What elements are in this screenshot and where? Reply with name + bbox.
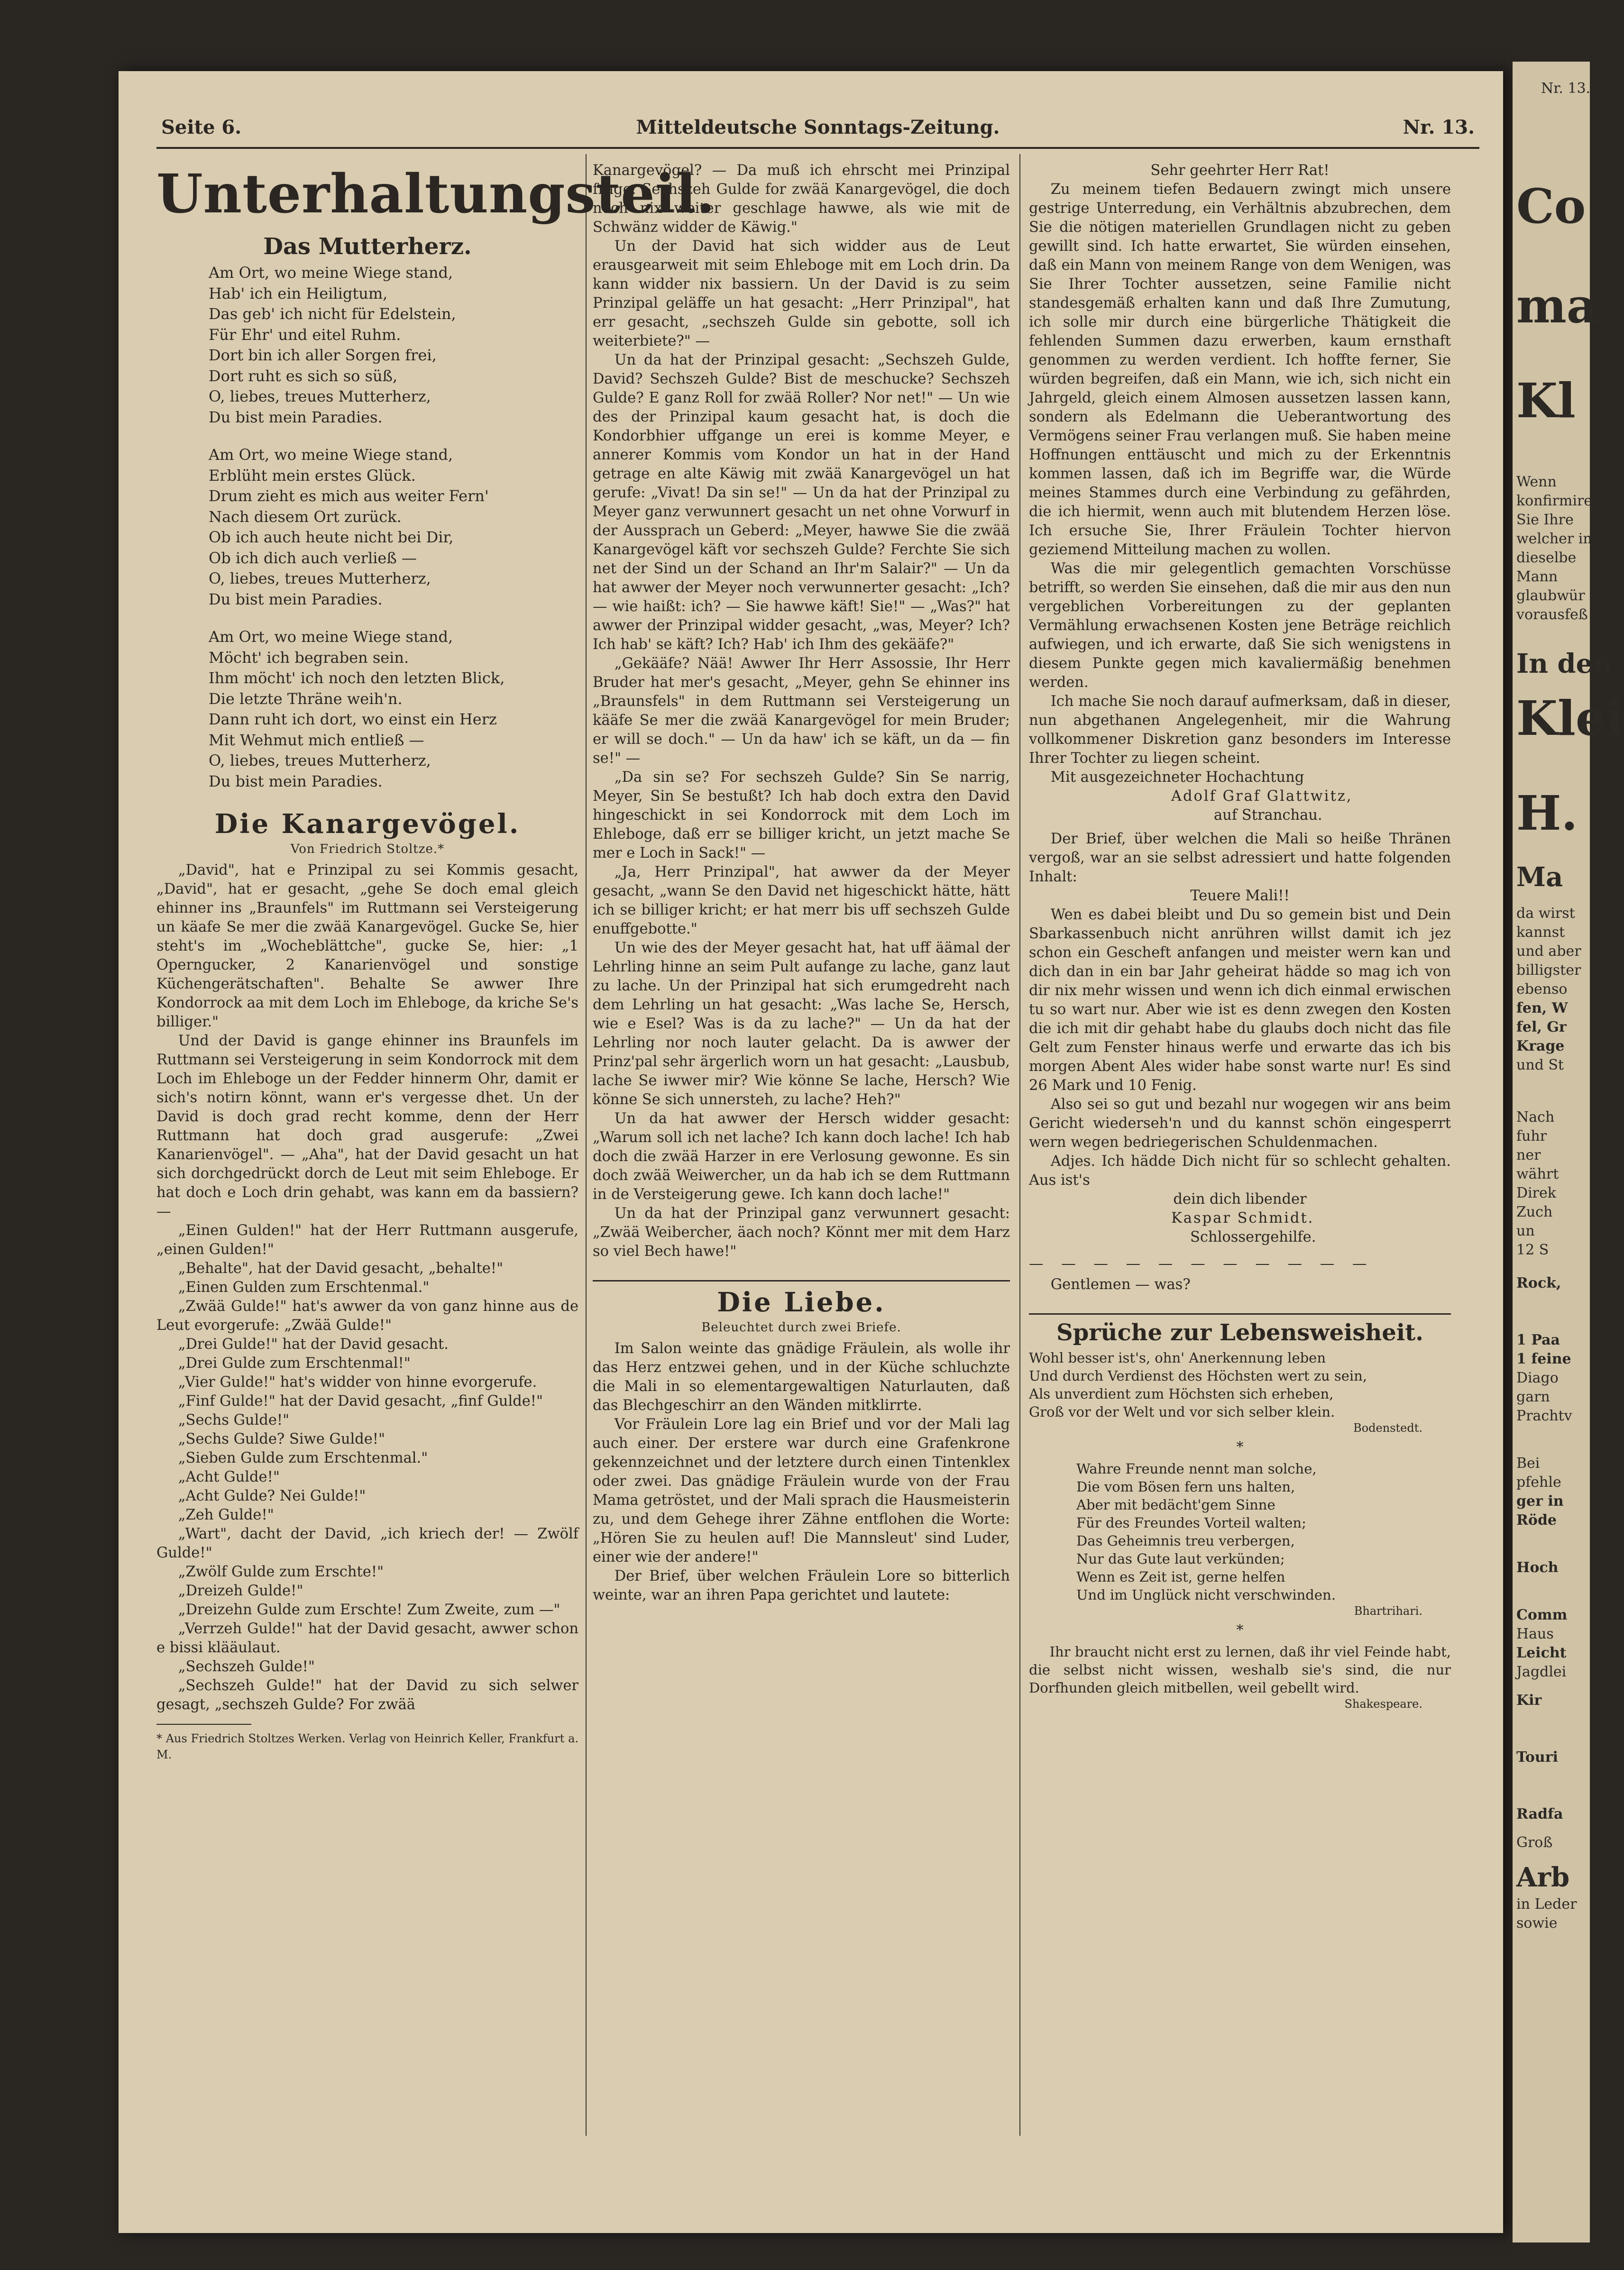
paragraph: „Zeh Gulde!" [178,1507,274,1523]
story-coda: Gentlemen — was? [1050,1276,1191,1293]
facing-text: sowie [1516,1915,1558,1931]
facing-text: Sie Ihre [1516,512,1574,528]
column-divider-2 [1019,154,1020,2136]
letter-role: Schlossergehilfe. [1190,1229,1316,1245]
verse-line: Die vom Bösen fern uns halten, [1076,1479,1295,1495]
facing-text: 1 feine [1516,1351,1571,1367]
poem [209,263,578,792]
facing-text: kannst [1516,924,1565,941]
poem-line: Ihm möcht' ich noch den letzten Blick, [209,669,505,687]
paragraph: „Sechs Gulde? Siwe Gulde!" [178,1431,385,1447]
facing-text: und aber [1516,943,1581,960]
star-separator: * [1236,1622,1244,1638]
verse-line: Und durch Verdienst des Höchsten wert zu sein, [1029,1368,1367,1384]
paragraph: „Drei Gulde!" hat der David gesacht. [178,1336,449,1353]
poem-line: Du bist mein Paradies. [209,408,383,426]
letter-salutation: Teuere Mali!! [1190,888,1290,904]
poem-line: Du bist mein Paradies. [209,772,383,790]
paragraph: „Finf Gulde!" hat der David gesacht, „finf Gulde!" [178,1393,543,1410]
letter-closing: Mit ausgezeichneter Hochachtung [1050,769,1304,786]
verse-line: Aber mit bedächt'gem Sinne [1076,1497,1275,1513]
facing-text: Mann [1516,568,1558,585]
paragraph: „Acht Gulde!" [178,1469,280,1485]
star-separator: * [1236,1439,1244,1455]
facing-text: Kir [1516,1692,1542,1709]
paragraph: Der Brief, über welchen die Mali so heiße Thränen vergoß, war an sie selbst adressiert und hatte folgenden Inhalt: [1029,831,1451,885]
poem-line: O, liebes, treues Mutterherz, [209,569,431,587]
section-rule [1029,1313,1451,1315]
facing-text: ma [1516,278,1597,334]
dash-separator: — — — — — — — — — — — [1029,1255,1374,1272]
paragraph: Was die mir gelegentlich gemachten Vorschüsse betrifft, so werden Sie einsehen, daß die mir aus den nun vergeblichen Vorbereitungen zu der geplanten Vermählung erwachsenen Kosten jene Beträge reichlich aufwiegen, und ich erwarte, daß Sie sich wenigstens in diesem Punkte gegen mich kavaliermäßig benehmen werden. [1029,560,1451,691]
paragraph: „Acht Gulde? Nei Gulde!" [178,1488,366,1504]
story-title: Die Liebe. [717,1287,886,1318]
letter-closing: dein dich libender [1173,1191,1307,1208]
facing-text: Co [1516,178,1586,234]
facing-text: Jagdlei [1516,1664,1567,1680]
poem-title: Das Mutterherz. [263,233,472,260]
verse-line: Wohl besser ist's, ohn' Anerkennung leben [1029,1350,1326,1366]
facing-text: billigster [1516,962,1581,979]
verse-line: Für des Freundes Vorteil walten; [1076,1515,1306,1531]
facing-text: H. [1516,785,1578,841]
verse-line: Wahre Freunde nennt man solche, [1076,1461,1317,1477]
poem-line: Hab' ich ein Heiligtum, [209,284,388,302]
poem-line: Du bist mein Paradies. [209,590,383,608]
paragraph: Wen es dabei bleibt und Du so gemein bist und Dein Sbarkassenbuch nicht anrühren willst damit ich jez schon ein Gescheft anfangen und meister wern kan und dich dan in ein bar Jahr geheirat hädde so mag ich von dir nix mehr wissen und wenn ich dich einmal erwischen tu so wart nur. Aber wie ist es denn zwegen den Kosten die ich mit dir gehabt habe du glaubs doch nicht das file Gelt zum Fenster hinaus werfe und erwarte das ich bis morgen Abent Ales wider habe sonst warte nur! Es sind 26 Mark und 10 Fenig. [1029,906,1451,1094]
facing-text: ebenso [1516,981,1568,998]
verse-line: Und im Unglück nicht verschwinden. [1076,1587,1336,1603]
facing-text: Ma [1516,861,1563,893]
column-divider-1 [586,154,587,2136]
newspaper-page [119,71,1503,2233]
paragraph: Adjes. Ich hädde Dich nicht für so schlecht gehalten. Aus ist's [1029,1153,1451,1189]
paragraph: „Da sin se? For sechszeh Gulde? Sin Se narrig, Meyer, Sin Se bestußt? Ich hab doch extra den David hingeschickt in sei Kondorrock mit dem Loch im Ehleboge, daß err se billiger kricht, un jetzt mache Se mer e Loch in Sack!" — [593,769,1010,861]
paragraph: Ihr braucht nicht erst zu lernen, daß ihr viel Feinde habt, die selbst nicht wissen, weshalb sie's sind, die nur Dorfhunden gleich mitbellen, weil gebellt wird. [1029,1644,1451,1696]
facing-text: pfehle [1516,1474,1561,1491]
poem-line: Mit Wehmut mich entließ — [209,731,424,749]
paragraph: Un wie des der Meyer gesacht hat, hat uff äämal der Lehrling hinne an seim Pult aufange zu lache, ganz laut zu lache. Un der Prinzipal hat sich erumgedreht nach dem Lehrling un hat gesacht: „Was lache Se, Hersch, wie e Esel? Was is da zu lache?" — Un da hat der Lehrling nor noch lauter gelacht. Da is awwer der Prinz'pal sehr ärgerlich worn un hat gesacht: „Lausbub, lache Se iwwer mir? Wie könne Se lache, Hersch? Wie könne Se sich unnersteh, zu lache? Heh?" [593,940,1010,1108]
poem-line: O, liebes, treues Mutterherz, [209,387,431,405]
page-header [161,116,1475,149]
facing-text: Touri [1516,1749,1558,1766]
poem-line: Am Ort, wo meine Wiege stand, [209,446,453,464]
facing-text: vorausfeß [1516,606,1588,623]
letter-signature: Kaspar Schmidt. [1171,1210,1314,1227]
letter-place: auf Stranchau. [1214,807,1322,824]
facing-text: Nr. 13. [1541,80,1591,97]
facing-text: Direk [1516,1185,1556,1201]
facing-text: Rock, [1516,1275,1561,1291]
paragraph: Un da hat awwer der Hersch widder gesacht: „Warum soll ich net lache? Ich kann doch lache! Ich hab doch die zwää Harzer in ere Verlosung gewonne. Es sin doch zwää Weiwercher, un da hab ich se dem Ruttmann in de Versteigerung gewe. Ich kann doch lache!" [593,1110,1010,1203]
paragraph: „Behalte", hat der David gesacht, „behalte!" [178,1260,504,1277]
paragraph: Vor Fräulein Lore lag ein Brief und vor der Mali lag auch einer. Der erstere war durch eine Grafenkrone gekennzeichnet und der letztere durch einen Tintenklex oder zwei. Das gnädige Fräulein wurde von der Frau Mama getröstet, und der Mali sprach die Hausmeisterin zu, und dem Gehege ihrer Zähne entflohen die Worte: „Hören Sie zu heulen auf! Die Mannsleut' sind Luder, einer wie der andere!" [593,1416,1010,1565]
paragraph: Ich mache Sie noch darauf aufmerksam, daß in dieser, nun abgethanen Angelegenheit, mir die Wahrung vollkommener Diskretion ganz besonders im Interesse Ihrer Tochter zu liegen scheint. [1029,693,1451,767]
paragraph: „Drei Gulde zum Erschtenmal!" [178,1355,411,1372]
poem-stanza [209,445,578,610]
paragraph: „Einen Gulden!" hat der Herr Ruttmann ausgerufe, „einen Gulden!" [156,1222,578,1258]
facing-text: konfirmire [1516,493,1593,509]
column-2 [593,161,1010,2171]
facing-text: Haus [1516,1626,1554,1642]
letter-signature: Adolf Graf Glattwitz, [1171,788,1353,805]
poem-line: Erblüht mein erstes Glück. [209,466,416,485]
facing-text: Prachtv [1516,1408,1572,1424]
paragraph: Im Salon weinte das gnädige Fräulein, als wolle ihr das Herz entzwei gehen, und in der Küche schluchzte die Mali in so elementargewaltigen Naturlauten, daß das Blechgeschirr an den Wänden mitklirrte. [593,1340,1010,1414]
sprueche-title: Sprüche zur Lebensweisheit. [1056,1319,1423,1346]
poem-stanza [209,627,578,792]
story-byline: Beleuchtet durch zwei Briefe. [701,1320,901,1335]
facing-page-fragment [1513,62,1624,2243]
facing-text: Comm [1516,1607,1568,1623]
poem-line: O, liebes, treues Mutterherz, [209,751,431,769]
issue-number: Nr. 13. [1403,116,1475,138]
poem-line: Nach diesem Ort zurück. [209,507,402,526]
paragraph: Also sei so gut und bezahl nur wogegen wir ans beim Gericht wiederseh'n und du kannst schön eingesperrt wern wegen bedriegerischen Schuldenmachen. [1029,1096,1451,1151]
facing-text: und St [1516,1057,1564,1073]
paragraph: „David", hat e Prinzipal zu sei Kommis gesacht, „David", hat er gesacht, „gehe Se doch emal gleich ehinner ins „Braunfels" im Ruttmann sei Versteigerung un käafe Se mer die zwää Kanargevögel. Gucke Se, hier steht's im „Wocheblättche", gucke Se, hier: „1 Operngucker, 2 Kanarienvögel und sonstige Küchengerätschaften". Behalte Se awwer Ihre Kondorrock aa mit dem Loch im Ehleboge, da kriche Se's billiger." [156,862,578,1030]
verse-line: Wenn es Zeit ist, gerne helfen [1076,1569,1285,1585]
footnote-rule [156,1724,251,1725]
facing-text: In den [1516,648,1612,679]
paragraph: „Ja, Herr Prinzipal", hat awwer da der Meyer gesacht, „wann Se den David net higeschickt hätte, hätt ich se billiger kricht; er hat merr bis uff sechszeh Gulde enuffgebotte." [593,864,1010,937]
facing-text: 12 S [1516,1242,1549,1258]
poem-line: Dann ruht ich dort, wo einst ein Herz [209,710,497,728]
poem-line: Ob ich auch heute nicht bei Dir, [209,528,454,546]
facing-text: Groß [1516,1834,1553,1851]
poem-line: Dort ruht es sich so süß, [209,366,398,385]
masthead: Mitteldeutsche Sonntags-Zeitung. [636,116,1000,138]
paragraph: „Sechszeh Gulde!" [178,1658,315,1675]
paragraph: „Zwää Gulde!" hat's awwer da von ganz hinne aus de Leut evorgerufe: „Zwää Gulde!" [156,1298,578,1334]
sprueche-block [1029,1349,1451,1711]
poem-line: Am Ort, wo meine Wiege stand, [209,264,453,282]
facing-text: Leicht [1516,1645,1567,1661]
verse-line: Das Geheimnis treu verbergen, [1076,1533,1295,1549]
verse-line: Nur das Gute laut verkünden; [1076,1551,1285,1567]
facing-text: Kl [1516,373,1576,429]
facing-text: ger in [1516,1493,1564,1510]
facing-text: fuhr [1516,1128,1547,1144]
facing-text: garn [1516,1389,1550,1405]
paragraph: Der Brief, über welchen Fräulein Lore so bitterlich weinte, war an ihren Papa gerichtet und lautete: [593,1568,1010,1603]
facing-text: Zuch [1516,1204,1553,1220]
facing-text: dieselbe [1516,549,1577,566]
poem-line: Das geb' ich nicht für Edelstein, [209,305,456,323]
paragraph: „Gekääfe? Nää! Awwer Ihr Herr Assossie, Ihr Herr Bruder hat mer's gesacht, „Meyer, gehn Se ehinner ins „Braunsfels" in dem Ruttmann sei Versteigerung un kääfe Se mer die zwää Kanargevögel for mein Bruder; er will se doch." — Un da haw' ich se käft, un da — fin se!" — [593,655,1010,767]
poem-line: Möcht' ich begraben sein. [209,648,409,667]
facing-text: Hoch [1516,1559,1559,1576]
paragraph: „Dreizehn Gulde zum Erschte! Zum Zweite, zum —" [178,1602,560,1618]
quote-author: Shakespeare. [1344,1697,1422,1711]
header-rule [156,147,1479,149]
page-number: Seite 6. [161,116,242,138]
facing-text: Diago [1516,1370,1559,1386]
facing-text: Arb [1516,1862,1570,1893]
paragraph: Un der David hat sich widder aus de Leut erausgearweit mit seim Ehleboge mit em Loch drin. Da kann widder nix bassiern. Un der David is zu seim Prinzipal geläffe un hat gesacht: „Herr Prinzipal", hat err gesacht, „sechszeh Gulde sin gebotte, soll ich weiterbiete?" — [593,238,1010,349]
facing-text: Radfa [1516,1806,1563,1822]
paragraph: Kanargevögel? — Da muß ich ehrscht mei Prinzipal frage. Sechszeh Gulde for zwää Kanargevögel, die doch noch nix weiter geschlage hawwe, als wie mit de Schwänz widder de Käwig." [593,162,1010,236]
facing-text: ner [1516,1147,1541,1163]
letter-salutation: Sehr geehrter Herr Rat! [1150,162,1330,179]
facing-text: fen, W [1516,1000,1568,1016]
paragraph: Un da hat der Prinzipal gesacht: „Sechszeh Gulde, David? Sechszeh Gulde? Bist de meschucke? Sechszeh Gulde? E ganz Roll for zwää Roller? Nor net!" — Un wie des der Prinzipal kaum gesacht hat, is doch die Kondorbhier uffgange un erei is komme Meyer, e annerer Kommis vom Kondor un hat in der Hand getrage en alte Käwig mit zwää Kanargevögel un hat gerufe: „Vivat! Da sin se!" — Un da hat der Prinzipal zu Meyer ganz verwunnert gesacht un net ohne Vorwurf in der Aussprach un Geberd: „Meyer, hawwe Sie die zwää Kanargevögel käft vor sechszeh Gulde? Ferchte Sie sich net der Sind un der Schand an Ihr'm Salair?" — Un da hat awwer der Meyer noch verwunnerter gesacht: „Ich? — wie haißt: ich? — Sie hawwe käft! Sie!" — „Was?" hat awwer der Prinzipal widder gesacht, „was, Meyer? Ich? Ich hab' se käft? Ich? Hab' ich Ihm des gekääfe?" [593,352,1010,653]
story-title: Die Kanargevögel. [214,808,521,840]
paragraph: „Einen Gulden zum Erschtenmal." [178,1279,430,1296]
paragraph: „Zwölf Gulde zum Erschte!" [178,1564,384,1580]
facing-text: Klei [1516,690,1624,746]
paragraph: Zu meinem tiefen Bedauern zwingt mich unsere gestrige Unterredung, ein Verhältnis abzubrechen, dem Sie die nötigen materiellen Grundlagen nicht zu geben gewillt sind. Ich hatte erwartet, Sie würden einsehen, daß ein Mann von meinem Range von dem Wenigen, was Sie Ihrer Tochter aussetzen, seine Familie nicht standesgemäß erhalten kann und daß Ihre Zumutung, ich solle mir durch eine bürgerliche Thätigkeit die fehlenden Summen dazu erwerben, kaum ernsthaft genommen zu werden verdient. Ich hoffte ferner, Sie würden begreifen, daß ein Mann, wie ich, sich nicht ein Jahrgeld, gleich einem Almosen aussetzen lassen kann, sondern als Edelmann die Ueberantwortung des Vermögens seiner Frau verlangen muß. Sie haben meine Hoffnungen enttäuscht und mich zu der Erkenntnis kommen lassen, daß ich im Begriffe war, die Würde meines Stammes durch eine Verbindung zu gefährden, die ich hiermit, wenn auch mit blutendem Herzen löse. Ich ersuche Sie, Ihrer Fräulein Tochter hiervon geziemend Mitteilung machen zu wollen. [1029,181,1451,558]
paragraph: Und der David is gange ehinner ins Braunfels im Ruttmann sei Versteigerung in seim Kondorrock mit dem Loch im Ehleboge un der Fedder hinnerm Ohr, damit er sich's notirn könnt, wann er's vergesse dhet. Un der David is doch grad recht komme, denn der Herr Ruttmann hat doch grad ausgerufe: „Zwei Kanarienvögel". — „Aha", hat der David gesacht un hat sich dorchgedrückt dorch de Leut mit seim Ehleboge. Er hat doch e Loch drin gehabt, was kann em da bassiern? — [156,1033,578,1220]
poem-stanza [209,263,578,428]
paragraph: „Sechszeh Gulde!" hat der David zu sich selwer gesagt, „sechszeh Gulde? For zwää [156,1677,578,1713]
facing-text: währt [1516,1166,1559,1182]
facing-text: Nach [1516,1109,1555,1126]
footnote: * Aus Friedrich Stoltzes Werken. Verlag von Heinrich Keller, Frankfurt a. M. [156,1732,578,1761]
facing-text: fel, Gr [1516,1019,1567,1035]
facing-text: glaubwür [1516,587,1585,604]
paragraph: „Dreizeh Gulde!" [178,1583,303,1599]
facing-text: Krage [1516,1038,1565,1054]
facing-text: Wenn [1516,474,1557,490]
poem-line: Für Ehr' und eitel Ruhm. [209,325,401,344]
paragraph: „Verrzeh Gulde!" hat der David gesacht, awwer schon e bissi klääulaut. [156,1620,578,1656]
poem-line: Dort bin ich aller Sorgen frei, [209,346,437,364]
poem-line: Drum zieht es mich aus weiter Fern' [209,487,489,505]
section-title: Unterhaltungsteil. [156,163,716,225]
facing-text: 1 Paa [1516,1332,1560,1348]
facing-text: welcher in [1516,531,1592,547]
facing-text: Röde [1516,1512,1557,1529]
poem-line: Die letzte Thräne weih'n. [209,689,403,708]
quote-author: Bodenstedt. [1353,1421,1422,1435]
verse-line: Groß vor der Welt und vor sich selber klein. [1029,1404,1335,1420]
paragraph: Un da hat der Prinzipal ganz verwunnert gesacht: „Zwää Weibercher, äach noch? Könnt mer mit dem Harz so viel Bech hawe!" [593,1205,1010,1260]
facing-text: da wirst [1516,905,1575,922]
story-byline: Von Friedrich Stoltze.* [290,842,445,856]
column-3 [1029,161,1451,2171]
poem-line: Am Ort, wo meine Wiege stand, [209,628,453,646]
facing-text: in Leder [1516,1896,1577,1913]
paragraph: „Wart", dacht der David, „ich kriech der! — Zwölf Gulde!" [156,1526,578,1561]
section-rule [593,1280,1010,1281]
paragraph: „Vier Gulde!" hat's widder von hinne evorgerufe. [178,1374,537,1391]
column-1 [156,161,716,2171]
paragraph: „Sechs Gulde!" [178,1412,290,1428]
facing-text: Bei [1516,1455,1540,1472]
poem-line: Ob ich dich auch verließ — [209,549,417,567]
quote-author: Bhartrihari. [1354,1604,1422,1618]
verse-line: Als unverdient zum Höchsten sich erheben, [1029,1386,1334,1402]
facing-text: un [1516,1223,1535,1239]
paragraph: „Sieben Gulde zum Erschtenmal." [178,1450,428,1466]
